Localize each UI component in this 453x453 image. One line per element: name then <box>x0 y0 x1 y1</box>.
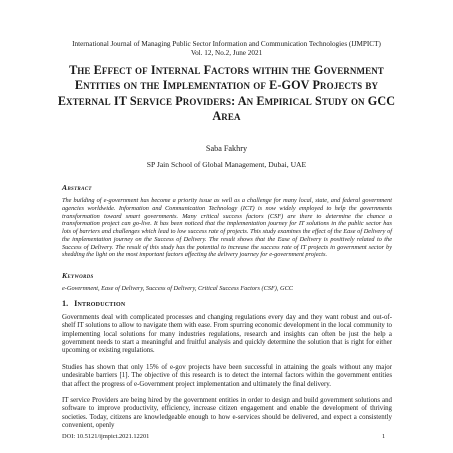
abstract-heading: Abstract <box>62 183 92 192</box>
section-heading-introduction <box>62 299 125 309</box>
journal-name: International Journal of Managing Public Sector Information and Communication Technologies (IJMPICT) <box>72 40 381 48</box>
author-affiliation: SP Jain School of Global Management, Dubai, UAE <box>146 160 307 169</box>
intro-paragraph-3: IT service Providers are being hired by the government entities in order to design and build government solutions and software to improve productivity, efficiency, increase citizen engagement and enable the development of thriving societies. Today, citizens are knowledgeable enough to how e-services should be delivered, and expect a consistently convenient, openly <box>62 397 392 430</box>
intro-paragraph-2: Studies has shown that only 15% of e-gov projects have been successful in attaining the goals without any major undesirable barriers [1]. The objective of this research is to detect the internal factors within the government entities that affect the progress of e-Government project implementation and ultimately the final delivery. <box>62 364 392 388</box>
journal-volume: Vol. 12, No.2, June 2021 <box>190 48 263 57</box>
intro-paragraph-1: Governments deal with complicated processes and changing regulations every day and they want robust and out-of-shelf IT solutions to allow to navigate them with ease. From spurring economic development in the local community to implementing local solutions for many industries regulations, research and insights can often be just the help a government needs to start a meaningful and fruitful analysis and quickly determine the solution that is right for either upcoming or existing regulations. <box>62 314 392 355</box>
author-name: Saba Fakhry <box>205 144 248 153</box>
journal-header <box>40 40 413 57</box>
keywords-text: e-Government, Ease of Delivery, Success of Delivery, Critical Success Factors (CSF), GCC <box>62 285 294 292</box>
abstract-text: The building of e-government has become a priority issue as well as a challenge for many local, state, and federal government agencies worldwide. Information and Communication Technology (ICT) is now widely employed to help the governments transformation toward smart governments. Many critical success factors (CSF) are there to determine the chance a transformation project can go-live. It has been noticed that the implementation journey for IT solutions in the public sector has lots of barriers and challenges which lead to low success rate of projects. This study examines the effect of the Ease of Delivery of the implementation journey on the Success of Delivery. The result shows that the Ease of Delivery is positively related to the Success of Delivery. The result of this study has the potential to increase the success rate of IT projects in government sector by shedding the light on the most important factors affecting the delivery journey for e-government projects. <box>62 197 392 259</box>
section-number: 1. <box>62 299 69 308</box>
paper-title: The Effect of Internal Factors within the Government Entities on the Implementation of E-GOV Projects by External IT Service Providers: An Empirical Study on GCC Area <box>57 63 396 124</box>
page-number: 1 <box>382 433 386 440</box>
section-title: Introduction <box>74 299 126 308</box>
doi-footer: DOI: 10.5121/ijmpict.2021.12201 <box>62 433 150 440</box>
keywords-heading: Keywords <box>62 271 94 280</box>
